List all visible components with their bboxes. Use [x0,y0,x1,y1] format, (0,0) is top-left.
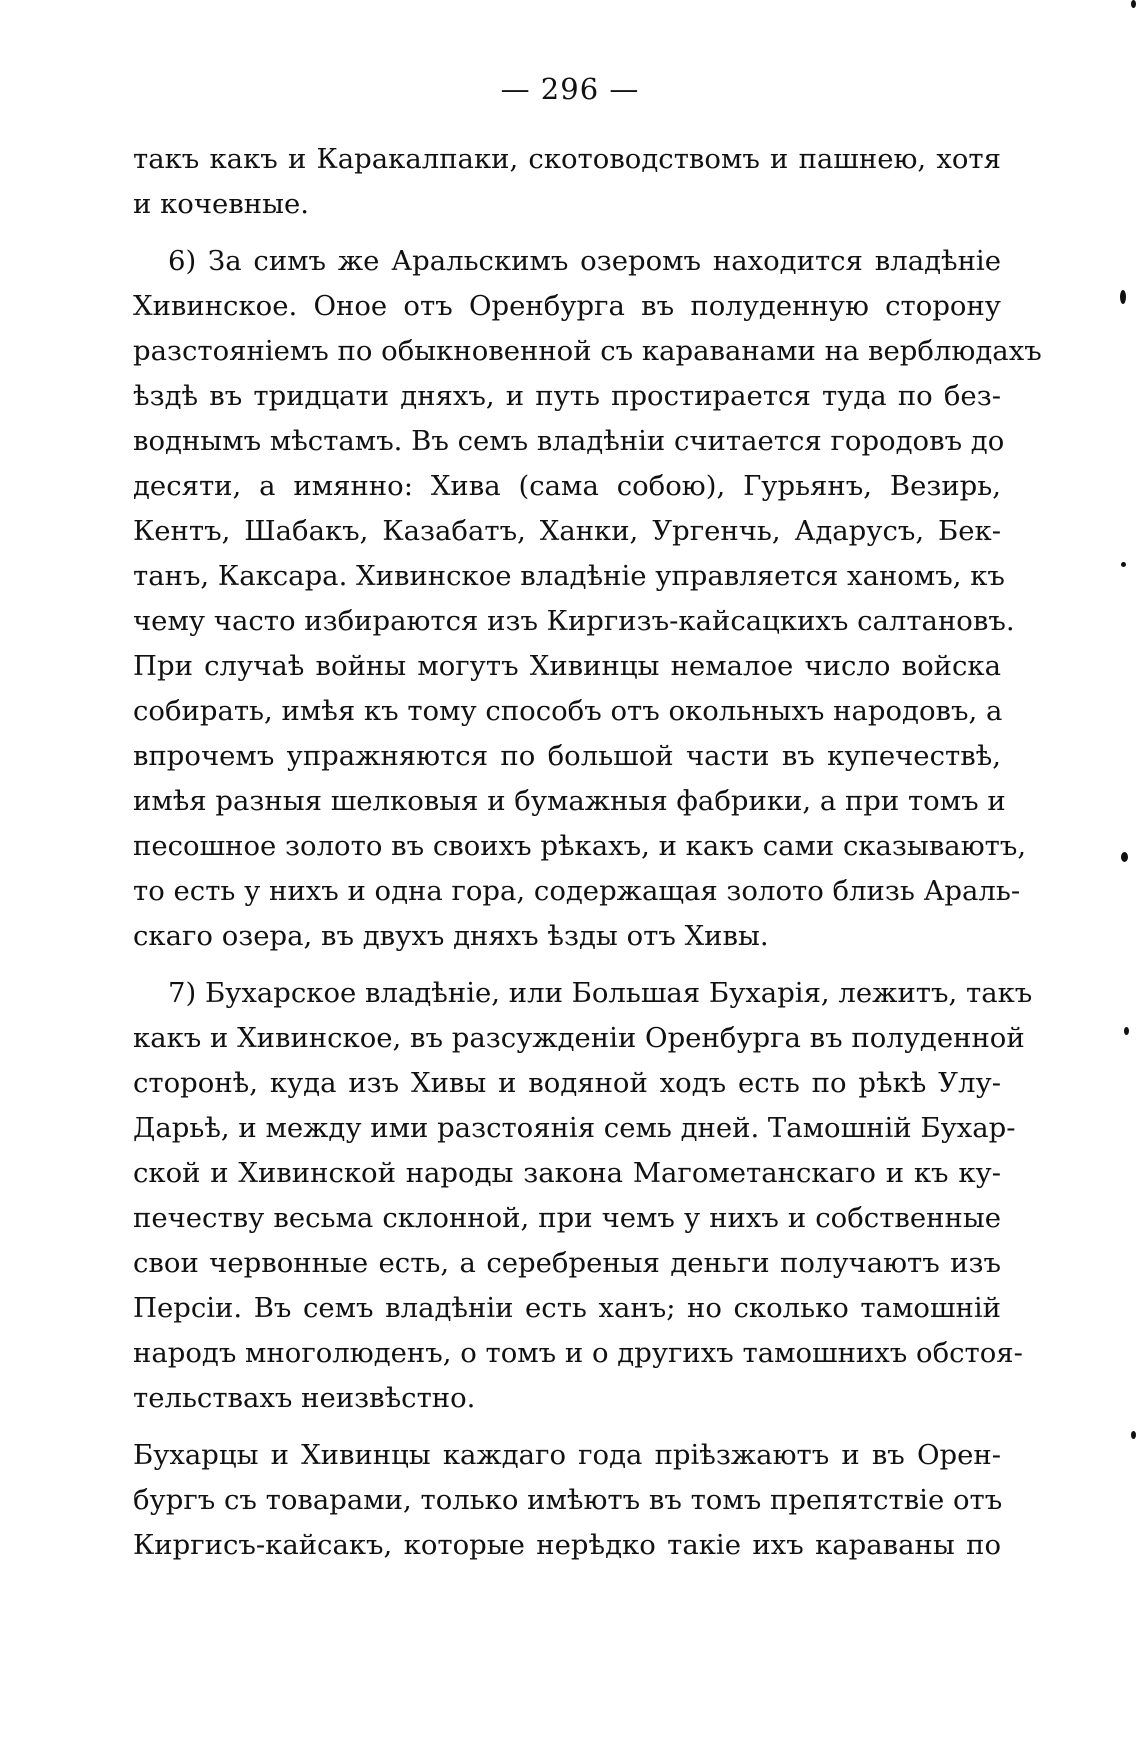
page-number: — 296 — [500,72,640,106]
text-line: Бухарцы и Хивинцы каждаго года пріѣзжаютъ и въ Орен- [133,1439,1001,1471]
text-line: песошное золото въ своихъ рѣкахъ, и какъ сами сказываютъ, [133,830,1027,862]
text-line: десяти, а имянно: Хива (сама собою), Гурьянъ, Везирь, [133,470,1001,502]
text-line: 7) Бухарское владѣніе, или Большая Бухарія, лежитъ, такъ [168,977,1033,1009]
scan-speck [1131,0,1136,8]
text-line: печеству весьма склонной, при чемъ у нихъ и собственные [133,1202,1001,1234]
text-line: При случаѣ войны могутъ Хивинцы немалое число войска [133,650,1001,682]
text-line: Кентъ, Шабакъ, Казабатъ, Ханки, Ургенчь, Адарусъ, Бек- [133,515,1001,547]
body-text [133,137,1042,1580]
text-line: Персіи. Въ семъ владѣніи есть ханъ; но сколько тамошній [133,1292,1001,1324]
text-line: бургъ съ товарами, только имѣютъ въ томъ препятствіе отъ [133,1484,1003,1516]
text-line: воднымъ мѣстамъ. Въ семъ владѣніи считается городовъ до [133,425,1005,457]
text-line: свои червонные есть, а серебреныя деньги получаютъ изъ [133,1247,1001,1279]
text-line: танъ, Каксара. Хивинское владѣніе управляется ханомъ, къ [133,560,1005,592]
text-line: впрочемъ упражняются по большой части въ купечествѣ, [133,740,1001,772]
text-line: 6) За симъ же Аральскимъ озеромъ находится владѣніе [168,245,1001,277]
scan-speck [1131,1431,1136,1439]
paragraph-traders [133,1433,1001,1568]
text-line: какъ и Хивинское, въ разсужденіи Оренбурга въ полуденной [133,1022,1025,1054]
text-line: скаго озера, въ двухъ дняхъ ѣзды отъ Хивы. [133,920,769,952]
text-line: и кочевные. [133,188,309,220]
text-line: сторонѣ, куда изъ Хивы и водяной ходъ есть по рѣкѣ Улу- [133,1067,1001,1099]
text-line: ѣздѣ въ тридцати дняхъ, и путь простирается туда по без- [133,380,1001,412]
scan-speck [1120,290,1126,304]
text-line: собирать, имѣя къ тому способъ отъ окольныхъ народовъ, а [133,695,1003,727]
text-line: Хивинское. Оное отъ Оренбурга въ полуденную сторону [133,290,1001,322]
text-line: чему часто избираются изъ Киргизъ-кайсацкихъ салтановъ. [133,605,1015,637]
text-line: ской и Хивинской народы закона Магометанскаго и къ ку- [133,1157,1001,1189]
text-line: разстояніемъ по обыкновенной съ караванами на верблюдахъ [133,335,1042,367]
text-line: такъ какъ и Каракалпаки, скотоводствомъ и пашнею, хотя [133,143,1001,175]
paragraph-khiva [133,239,1042,959]
paragraph-karakalpak-continuation [133,137,1001,227]
text-line: имѣя разныя шелковыя и бумажныя фабрики, а при томъ и [133,785,1006,817]
text-line: Киргисъ-кайсакъ, которые нерѣдко такіе ихъ караваны по [133,1529,1001,1561]
text-line: то есть у нихъ и одна гора, содержащая золото близь Араль- [133,875,1021,907]
paragraph-bukhara [133,971,1033,1421]
scan-speck [1124,1027,1129,1035]
scan-speck [1121,852,1128,862]
text-line: тельствахъ неизвѣстно. [133,1382,476,1414]
text-line: Дарьѣ, и между ими разстоянія семь дней. Тамошній Бухар- [133,1112,1016,1144]
scan-speck [1121,562,1126,567]
text-line: народъ многолюденъ, о томъ и о другихъ тамошнихъ обстоя- [133,1337,1023,1369]
